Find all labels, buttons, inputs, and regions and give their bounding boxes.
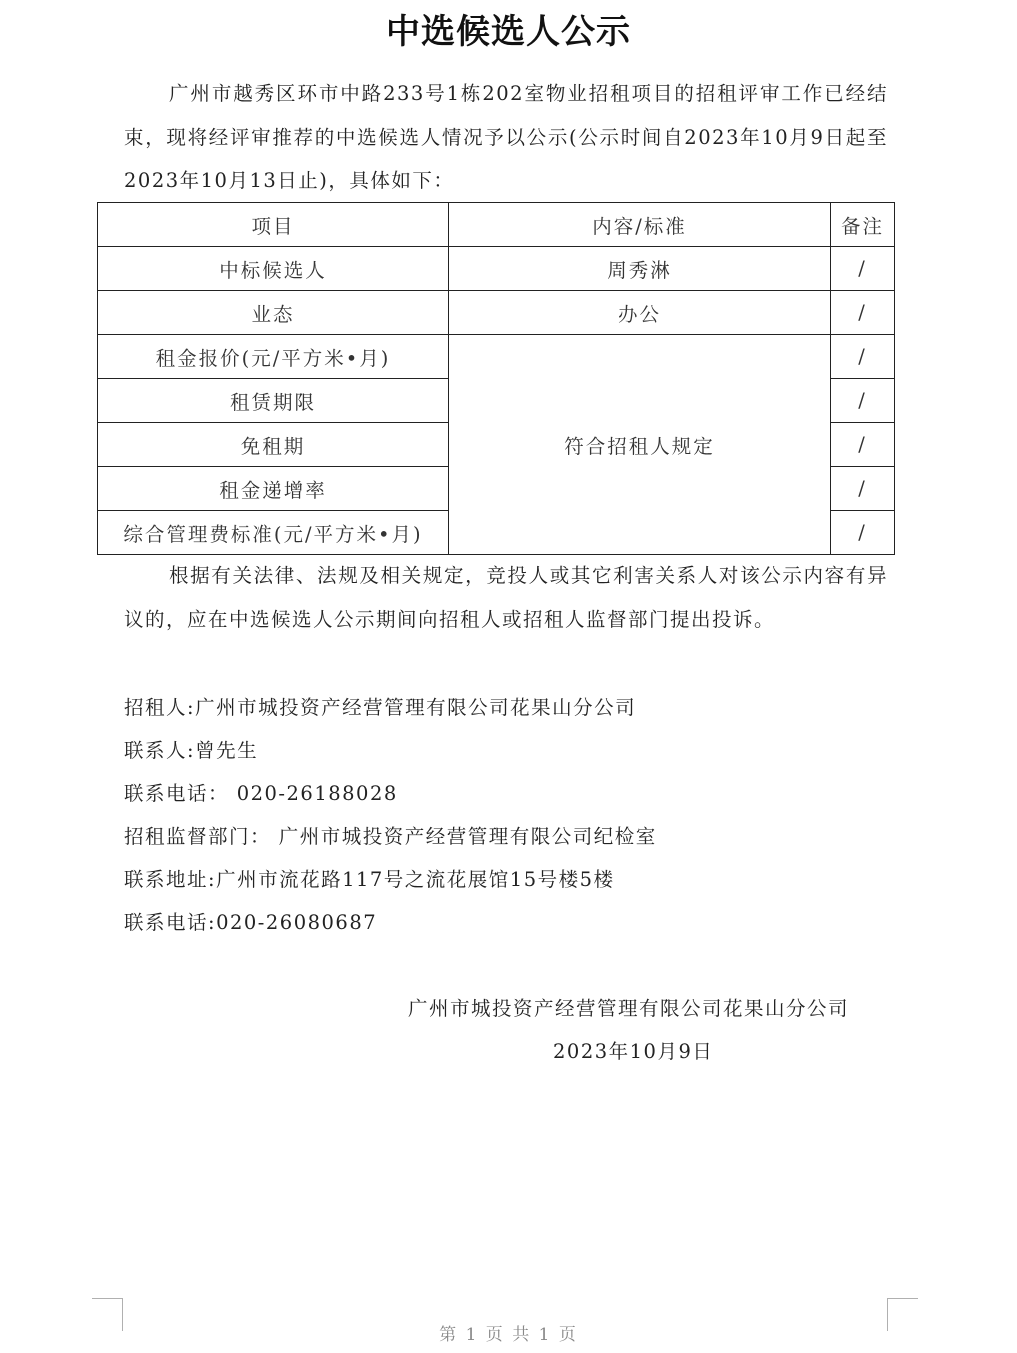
row-item: 租赁期限	[98, 379, 449, 423]
contact-address-line: 联系地址:广州市流花路117号之流花展馆15号楼5楼	[124, 868, 615, 891]
row-item: 中标候选人	[98, 247, 449, 291]
contact-phone-line: 联系电话： 020-26188028	[124, 782, 398, 805]
table-row	[98, 291, 895, 335]
row-content: 周秀淋	[449, 247, 831, 291]
page-title: 中选候选人公示	[386, 12, 631, 52]
row-note: /	[831, 335, 895, 379]
merged-content: 符合招租人规定	[449, 335, 831, 555]
header-note: 备注	[831, 203, 895, 247]
row-note: /	[831, 247, 895, 291]
header-content: 内容/标准	[449, 203, 831, 247]
table-row	[98, 335, 895, 379]
candidate-table	[97, 202, 895, 555]
row-note: /	[831, 511, 895, 555]
row-note: /	[831, 423, 895, 467]
supervision-phone-line: 联系电话:020-26080687	[124, 911, 378, 934]
objection-paragraph: 根据有关法律、法规及相关规定，竞投人或其它利害关系人对该公示内容有异议的，应在中选候选人公示期间向招租人或招租人监督部门提出投诉。	[124, 564, 888, 631]
row-item: 租金报价(元/平方米•月)	[98, 335, 449, 379]
row-note: /	[831, 379, 895, 423]
table-row	[98, 247, 895, 291]
lessor-line: 招租人:广州市城投资产经营管理有限公司花果山分公司	[124, 696, 637, 719]
row-item: 租金递增率	[98, 467, 449, 511]
row-item: 综合管理费标准(元/平方米•月)	[98, 511, 449, 555]
row-note: /	[831, 467, 895, 511]
signature-date: 2023年10月9日	[553, 1040, 714, 1063]
signature-company: 广州市城投资产经营管理有限公司花果山分公司	[408, 997, 850, 1020]
supervision-dept-line: 招租监督部门： 广州市城投资产经营管理有限公司纪检室	[124, 825, 657, 848]
row-content: 办公	[449, 291, 831, 335]
table-header-row	[98, 203, 895, 247]
row-note: /	[831, 291, 895, 335]
row-item: 免租期	[98, 423, 449, 467]
header-item: 项目	[98, 203, 449, 247]
row-item: 业态	[98, 291, 449, 335]
contact-person-line: 联系人:曾先生	[124, 739, 259, 762]
intro-paragraph: 广州市越秀区环市中路233号1栋202室物业招租项目的招租评审工作已经结束，现将经评审推荐的中选候选人情况予以公示(公示时间自2023年10月9日起至 2023年10月13日止)，具体如下：	[124, 82, 888, 192]
page-number: 第 1 页 共 1 页	[439, 1325, 578, 1345]
